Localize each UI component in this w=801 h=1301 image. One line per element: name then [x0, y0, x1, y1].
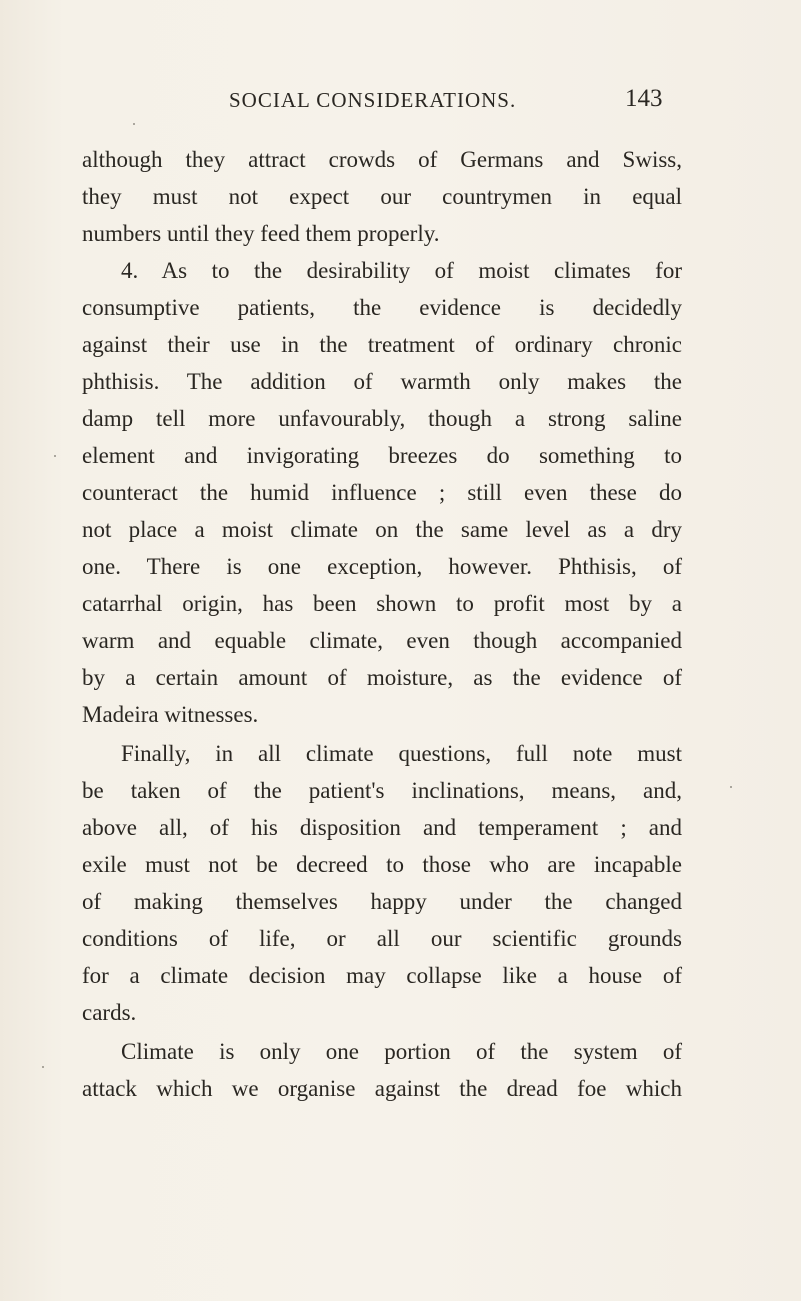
text-line: catarrhal origin, has been shown to profit most by a: [82, 591, 682, 616]
page-header: [0, 85, 801, 118]
body-text: [82, 141, 682, 1107]
text-line: of making themselves happy under the changed: [82, 889, 682, 914]
text-line: warm and equable climate, even though accompanied: [82, 628, 682, 653]
text-line: exile must not be decreed to those who are incapable: [82, 852, 682, 877]
text-line: by a certain amount of moisture, as the evidence of: [82, 665, 682, 690]
text-line: although they attract crowds of Germans and Swiss,: [82, 147, 682, 172]
text-line: counteract the humid influence ; still even these do: [82, 480, 682, 505]
text-line: phthisis. The addition of warmth only makes the: [82, 369, 682, 394]
text-line: be taken of the patient's inclinations, means, and,: [82, 778, 682, 803]
paper-speck: [133, 123, 135, 125]
text-line: for a climate decision may collapse like a house of: [82, 963, 682, 988]
text-line: not place a moist climate on the same level as a dry: [82, 517, 682, 542]
running-head: SOCIAL CONSIDERATIONS.: [229, 88, 517, 112]
text-line: consumptive patients, the evidence is decidedly: [82, 295, 682, 320]
text-line: above all, of his disposition and temperament ; and: [82, 815, 682, 840]
text-line: element and invigorating breezes do something to: [82, 443, 682, 468]
text-line: damp tell more unfavourably, though a strong saline: [82, 406, 682, 431]
text-line: Finally, in all climate questions, full note must: [121, 741, 682, 766]
text-line: 4. As to the desirability of moist climates for: [121, 258, 682, 283]
text-line: cards.: [82, 1000, 137, 1025]
text-line: they must not expect our countrymen in equal: [82, 184, 682, 209]
text-line: numbers until they feed them properly.: [82, 221, 440, 246]
text-line: Madeira witnesses.: [82, 702, 259, 727]
page-number: 143: [625, 85, 663, 112]
text-line: one. There is one exception, however. Phthisis, of: [82, 554, 682, 579]
text-line: conditions of life, or all our scientific grounds: [82, 926, 682, 951]
paper-speck: [730, 786, 732, 788]
text-line: against their use in the treatment of ordinary chronic: [82, 332, 682, 357]
text-line: Climate is only one portion of the system of: [121, 1039, 682, 1064]
paper-speck: [42, 1066, 44, 1068]
paper-speck: [54, 455, 56, 457]
text-line: attack which we organise against the dread foe which: [82, 1076, 682, 1101]
